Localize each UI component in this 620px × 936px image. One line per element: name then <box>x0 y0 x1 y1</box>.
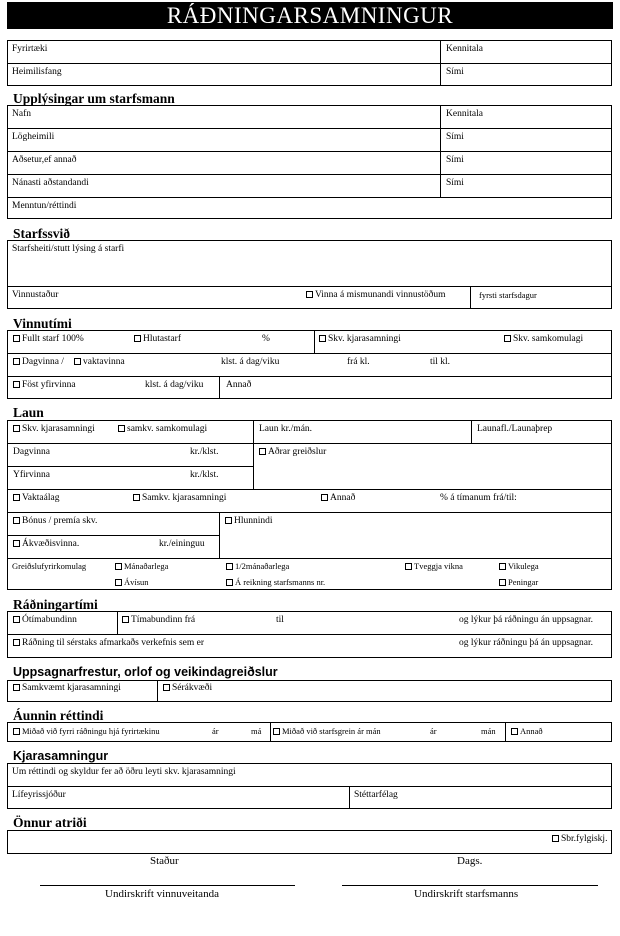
piecework-unit: kr./eininguu <box>159 539 205 549</box>
first-day-field[interactable]: fyrsti starfsdagur <box>479 290 537 300</box>
next-of-kin-phone-field[interactable]: Sími <box>446 178 464 188</box>
employee-signature-label: Undirskrift starfsmanns <box>414 888 519 900</box>
pension-fund-field[interactable]: Lífeyrissjóður <box>12 790 66 800</box>
payment-arrangement-label: Greiðslufyrirkomulag <box>12 561 87 571</box>
cash-checkbox[interactable]: Peningar <box>499 577 538 587</box>
prior-years-label: ár <box>212 726 219 736</box>
time-percent-label: % á tímanum frá/til: <box>440 493 517 503</box>
cheque-checkbox[interactable]: Ávísun <box>115 577 149 587</box>
residence-phone-field[interactable]: Sími <box>446 155 464 165</box>
employer-address-field[interactable]: Heimilisfang <box>12 67 62 77</box>
education-field[interactable]: Menntun/réttindi <box>12 201 77 211</box>
notice-heading: Uppsagnarfrestur, orlof og veikindagreiðslur <box>13 665 278 679</box>
employee-phone-field[interactable]: Sími <box>446 132 464 142</box>
overtime-hours-label: klst. á dag/viku <box>145 380 204 390</box>
full-time-checkbox[interactable]: Fullt starf 100% <box>13 334 84 345</box>
weekly-pay-checkbox[interactable]: Vikulega <box>499 561 539 571</box>
special-project-checkbox[interactable]: Ráðning til sérstaks afmarkaðs verkefnis sem er <box>13 638 204 649</box>
shift-per-agreement-checkbox[interactable]: Samkv. kjarasamningi <box>133 493 226 504</box>
trade-experience-checkbox[interactable]: Miðað við starfsgrein ár mán <box>273 726 381 736</box>
biweekly-pay-checkbox[interactable]: Tveggja vikna <box>405 561 463 571</box>
form-title: RÁÐNINGARSAMNINGUR <box>7 2 613 29</box>
ends-without-notice-label: og lýkur þá ráðningu án uppsagnar. <box>459 615 594 625</box>
employee-id-field[interactable]: Kennitala <box>446 109 483 119</box>
next-of-kin-field[interactable]: Nánasti aðstandandi <box>12 178 89 188</box>
wage-class-field[interactable]: Launafl./Launaþrep <box>477 424 553 434</box>
other-box[interactable] <box>7 830 612 854</box>
hours-day-week-label: klst. á dag/viku <box>221 357 280 367</box>
wages-heading: Laun <box>13 405 44 420</box>
rights-heading: Áunnin réttindi <box>13 708 104 723</box>
various-places-checkbox[interactable]: Vinna á mismunandi vinnustöðum <box>306 290 446 301</box>
place-label: Staður <box>150 855 179 867</box>
bank-account-checkbox[interactable]: Á reikning starfsmanns nr. <box>226 577 325 587</box>
day-work-unit: kr./klst. <box>190 447 219 457</box>
overtime-wage-unit: kr./klst. <box>190 470 219 480</box>
permanent-checkbox[interactable]: Ótímabundinn <box>13 615 77 626</box>
temporary-until-label: til <box>276 615 284 625</box>
project-ends-label: og lýkur ráðningu þá án uppsagnar. <box>459 638 594 648</box>
trade-years-label: ár <box>430 726 437 736</box>
trade-months-label: mán <box>481 726 496 736</box>
bonus-checkbox[interactable]: Bónus / premía skv. <box>13 516 97 527</box>
union-field[interactable]: Stéttarfélag <box>354 790 398 800</box>
part-time-checkbox[interactable]: Hlutastarf <box>134 334 181 345</box>
shift-other-checkbox[interactable]: Annað <box>321 493 355 504</box>
employment-period-heading: Ráðningartími <box>13 597 98 612</box>
see-attachment-checkbox[interactable]: Sbr.fylgiskj. <box>552 834 607 845</box>
employee-heading: Upplýsingar um starfsmann <box>13 91 175 106</box>
notice-per-agreement-checkbox[interactable]: Samkvæmt kjarasamningi <box>13 683 121 694</box>
company-field[interactable]: Fyrirtæki <box>12 44 48 54</box>
work-time-other-field[interactable]: Annað <box>226 380 252 390</box>
wage-per-agreement-checkbox[interactable]: Skv. kjarasamningi <box>13 424 95 435</box>
shift-premium-checkbox[interactable]: Vaktaálag <box>13 493 59 504</box>
work-time-heading: Vinnutími <box>13 316 72 331</box>
from-time-label: frá kl. <box>347 357 370 367</box>
workplace-field[interactable]: Vinnustaður <box>12 290 59 300</box>
benefits-checkbox[interactable]: Hlunnindi <box>225 516 273 527</box>
employer-signature-label: Undirskrift vinnuveitanda <box>105 888 219 900</box>
prior-employment-checkbox[interactable]: Miðað við fyrri ráðningu hjá fyrirtækinu <box>13 726 160 736</box>
wage-per-arrangement-checkbox[interactable]: samkv. samkomulagi <box>118 424 207 435</box>
hours-per-arrangement-checkbox[interactable]: Skv. samkomulagi <box>504 334 583 345</box>
other-heading: Önnur atriði <box>13 815 87 830</box>
agreement-heading: Kjarasamningur <box>13 749 109 763</box>
scope-heading: Starfssvið <box>13 226 70 241</box>
employee-box <box>7 105 612 219</box>
piecework-checkbox[interactable]: Ákvæðisvinna. <box>13 539 79 550</box>
overtime-wage-field[interactable]: Yfirvinna <box>13 470 50 480</box>
employer-id-field[interactable]: Kennitala <box>446 44 483 54</box>
to-time-label: til kl. <box>430 357 451 367</box>
part-time-percent: % <box>262 334 270 344</box>
day-work-wage-field[interactable]: Dagvinna <box>13 447 50 457</box>
monthly-pay-checkbox[interactable]: Mánaðarlega <box>115 561 168 571</box>
date-label: Dags. <box>457 855 483 867</box>
special-terms-checkbox[interactable]: Sérákvæði <box>163 683 212 694</box>
residence-other-field[interactable]: Aðsetur,ef annað <box>12 155 77 165</box>
shift-work-checkbox[interactable]: vaktavinna <box>74 357 125 368</box>
employee-signature-line[interactable] <box>342 885 598 886</box>
employer-phone-field[interactable]: Sími <box>446 67 464 77</box>
employer-signature-line[interactable] <box>40 885 295 886</box>
hours-per-agreement-checkbox[interactable]: Skv. kjarasamningi <box>319 334 401 345</box>
day-work-checkbox[interactable]: Dagvinna / <box>13 357 64 368</box>
temporary-checkbox[interactable]: Tímabundinn frá <box>122 615 195 626</box>
semi-monthly-pay-checkbox[interactable]: 1/2mánaðarlega <box>226 561 289 571</box>
rights-duties-label: Um réttindi og skyldur fer að öðru leyti skv. kjarasamningi <box>12 767 236 777</box>
monthly-wage-field[interactable]: Laun kr./mán. <box>259 424 313 434</box>
legal-residence-field[interactable]: Lögheimili <box>12 132 55 142</box>
fixed-overtime-checkbox[interactable]: Föst yfirvinna <box>13 380 76 391</box>
employee-name-field[interactable]: Nafn <box>12 109 31 119</box>
rights-other-checkbox[interactable]: Annað <box>511 726 543 736</box>
job-title-field[interactable]: Starfsheiti/stutt lýsing á starfi <box>12 244 125 254</box>
other-payments-checkbox[interactable]: Aðrar greiðslur <box>259 447 326 458</box>
prior-months-label: má <box>251 726 262 736</box>
